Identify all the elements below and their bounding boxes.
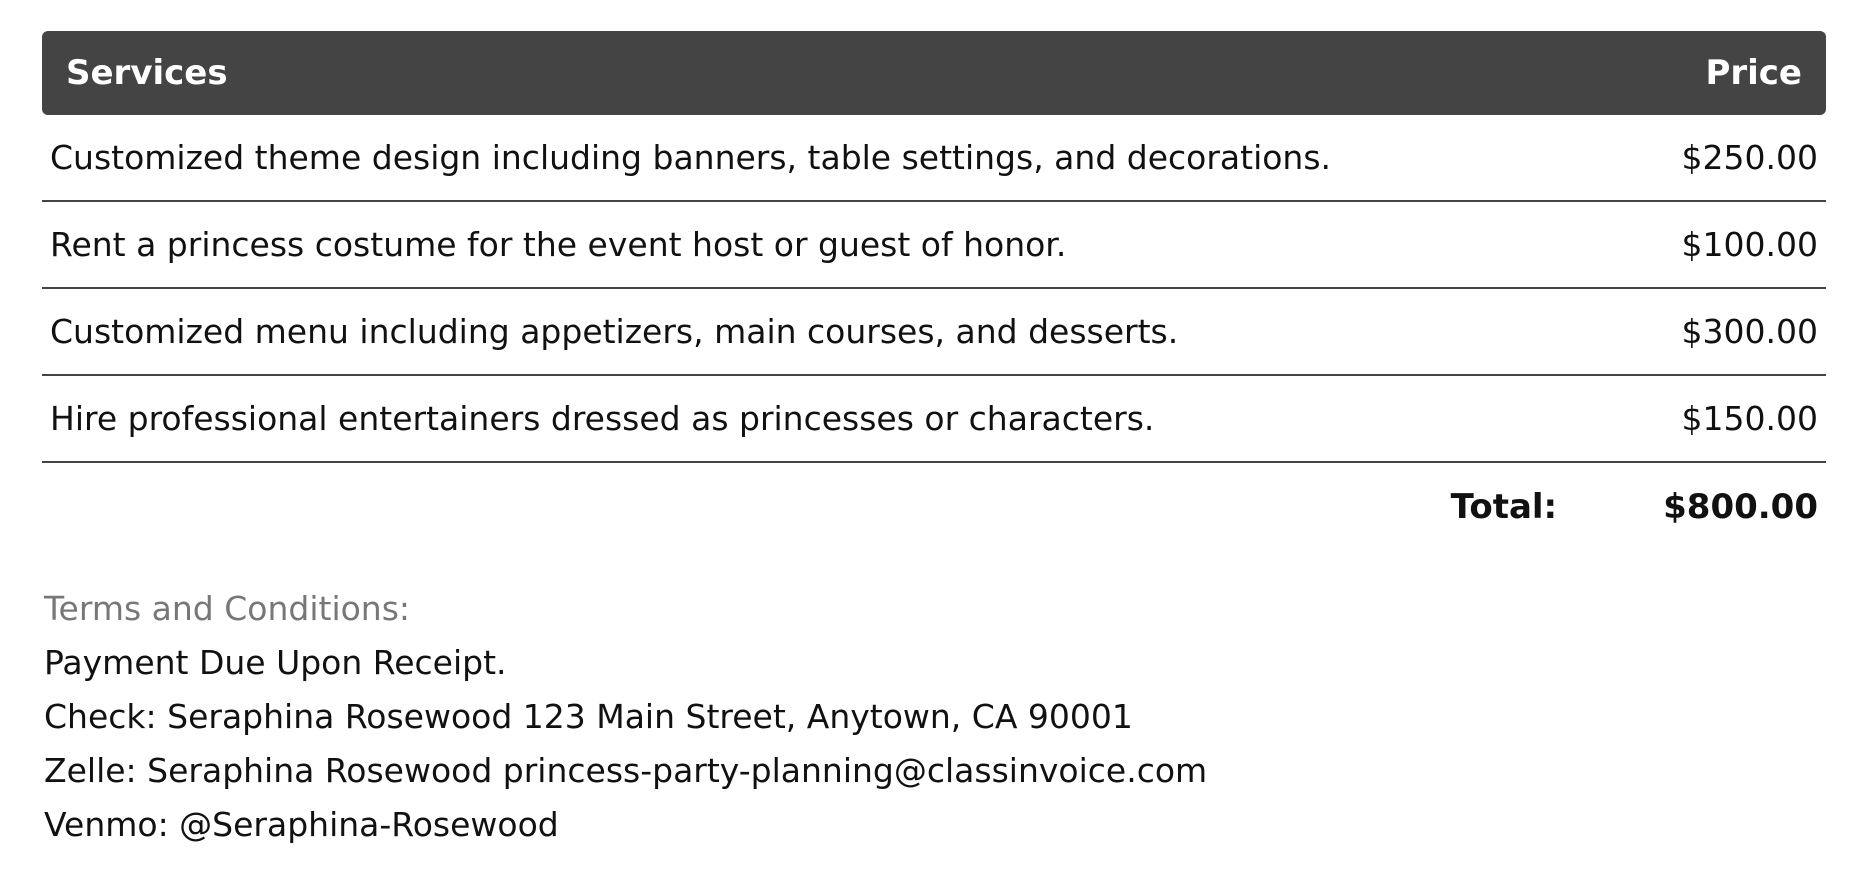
service-price: $250.00 bbox=[1681, 138, 1818, 177]
service-price: $100.00 bbox=[1681, 225, 1818, 264]
terms-line-zelle: Zelle: Seraphina Rosewood princess-party-planning@classinvoice.com bbox=[44, 751, 1208, 790]
services-column-header: Services bbox=[66, 53, 228, 93]
service-price: $300.00 bbox=[1681, 312, 1818, 351]
service-price: $150.00 bbox=[1681, 399, 1818, 438]
service-description: Customized theme design including banners, table settings, and decorations. bbox=[50, 138, 1332, 177]
service-description: Rent a princess costume for the event host or guest of honor. bbox=[50, 225, 1067, 264]
total-row bbox=[42, 463, 1826, 551]
service-description: Customized menu including appetizers, main courses, and desserts. bbox=[50, 312, 1179, 351]
terms-line-payment-due: Payment Due Upon Receipt. bbox=[44, 643, 507, 682]
terms-line-check: Check: Seraphina Rosewood 123 Main Street, Anytown, CA 90001 bbox=[44, 697, 1133, 736]
total-label: Total: bbox=[1450, 487, 1558, 527]
terms-section bbox=[44, 582, 1207, 852]
table-row bbox=[42, 376, 1826, 463]
table-header bbox=[42, 31, 1826, 115]
table-row bbox=[42, 115, 1826, 202]
table-row bbox=[42, 289, 1826, 376]
price-column-header: Price bbox=[1705, 53, 1802, 93]
services-table bbox=[42, 31, 1826, 551]
table-row bbox=[42, 202, 1826, 289]
service-description: Hire professional entertainers dressed as princesses or characters. bbox=[50, 399, 1155, 438]
terms-line-venmo: Venmo: @Seraphina-Rosewood bbox=[44, 805, 559, 844]
terms-title: Terms and Conditions: bbox=[44, 589, 411, 628]
total-value: $800.00 bbox=[1663, 487, 1818, 527]
